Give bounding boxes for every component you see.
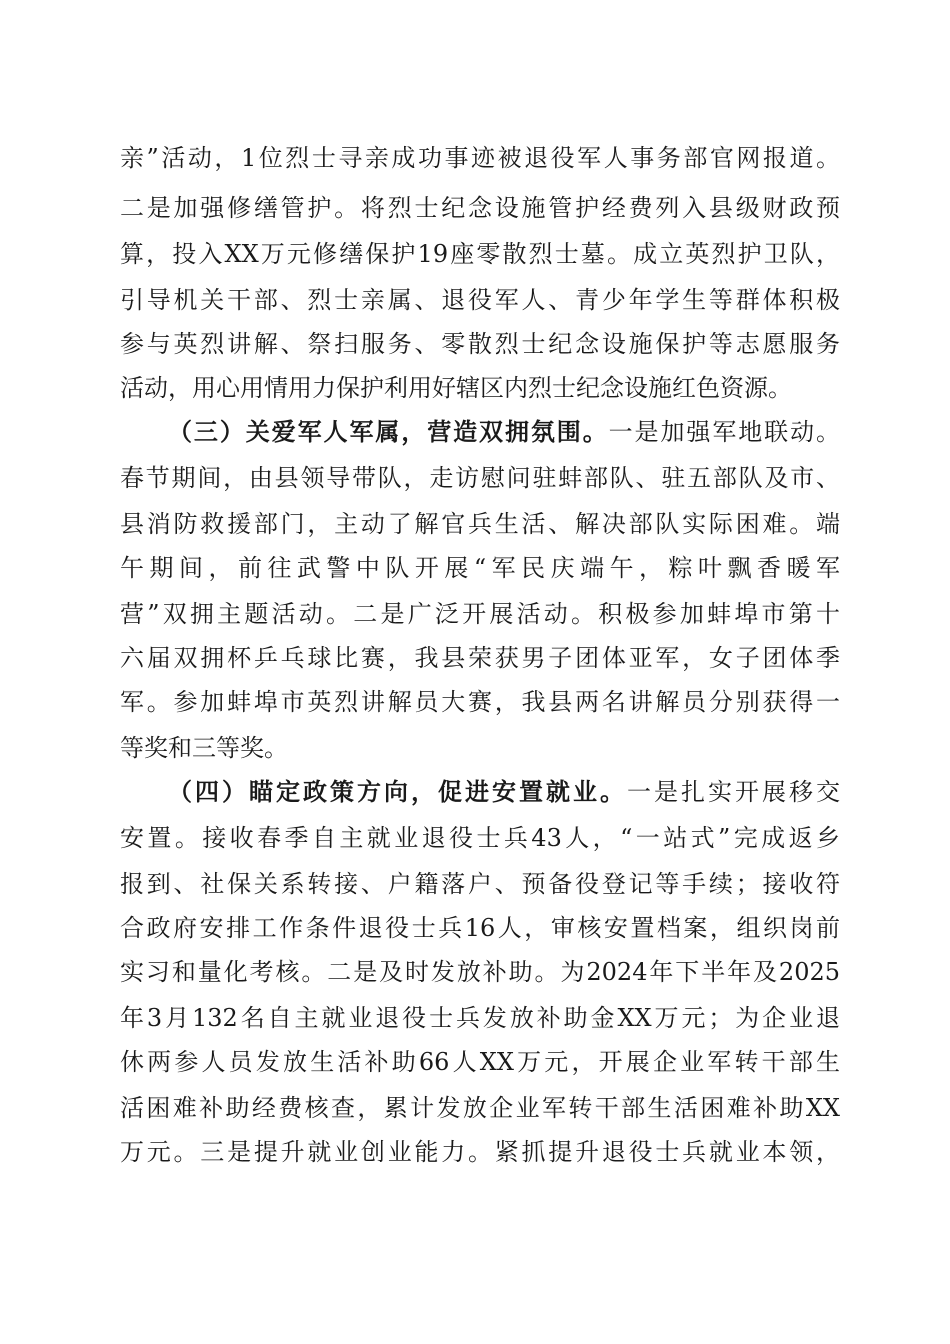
text-line: 县消防救援部门，主动了解官兵生活、解决部队实际困难。端 — [120, 510, 840, 538]
text-line: 参与英烈讲解、祭扫服务、零散烈士纪念设施保护等志愿服务 — [120, 330, 840, 358]
text-line: 万元。三是提升就业创业能力。紧抓提升退役士兵就业本领， — [120, 1138, 840, 1166]
text-line: 春节期间，由县领导带队，走访慰问驻蚌部队、驻五部队及市、 — [120, 464, 840, 492]
text-line: 等奖和三等奖。 — [120, 734, 288, 762]
section-4-intro: 一是扎实开展移交 — [627, 778, 840, 806]
text-line: 二是加强修缮管护。将烈士纪念设施管护经费列入县级财政预 — [120, 194, 840, 222]
section-3-intro: 一是加强军地联动。 — [608, 418, 840, 446]
text-line: 合政府安排工作条件退役士兵16人，审核安置档案，组织岗前 — [120, 914, 840, 942]
text-line: 六届双拥杯乒乓球比赛，我县荣获男子团体亚军，女子团体季 — [120, 644, 840, 672]
text-line: 休两参人员发放生活补助66人XX万元，开展企业军转干部生 — [120, 1048, 840, 1076]
text-line: 活困难补助经费核查，累计发放企业军转干部生活困难补助XX — [120, 1094, 840, 1122]
text-line: 亲”活动，1位烈士寻亲成功事迹被退役军人事务部官网报道。 — [120, 144, 840, 172]
section-4-heading: （四）瞄定政策方向，促进安置就业。 — [168, 777, 627, 806]
text-line: 引导机关干部、烈士亲属、退役军人、青少年学生等群体积极 — [120, 286, 840, 314]
text-line: 实习和量化考核。二是及时发放补助。为2024年下半年及2025 — [120, 958, 840, 986]
text-line: 年3月132名自主就业退役士兵发放补助金XX万元；为企业退 — [120, 1004, 840, 1032]
text-line: 报到、社保关系转接、户籍落户、预备役登记等手续；接收符 — [120, 870, 840, 898]
section-3-heading: （三）关爱军人军属，营造双拥氛围。 — [168, 417, 609, 446]
text-line: 安置。接收春季自主就业退役士兵43人，“一站式”完成返乡 — [120, 824, 840, 852]
text-line: 军。参加蚌埠市英烈讲解员大赛，我县两名讲解员分别获得一 — [120, 688, 840, 716]
text-line: 午期间，前往武警中队开展“军民庆端午，粽叶飘香暖军 — [120, 554, 840, 582]
text-line: 活动，用心用情用力保护利用好辖区内烈士纪念设施红色资源。 — [120, 374, 792, 402]
text-line: 营”双拥主题活动。二是广泛开展活动。积极参加蚌埠市第十 — [120, 600, 840, 628]
text-line: 算，投入XX万元修缮保护19座零散烈士墓。成立英烈护卫队， — [120, 240, 840, 268]
